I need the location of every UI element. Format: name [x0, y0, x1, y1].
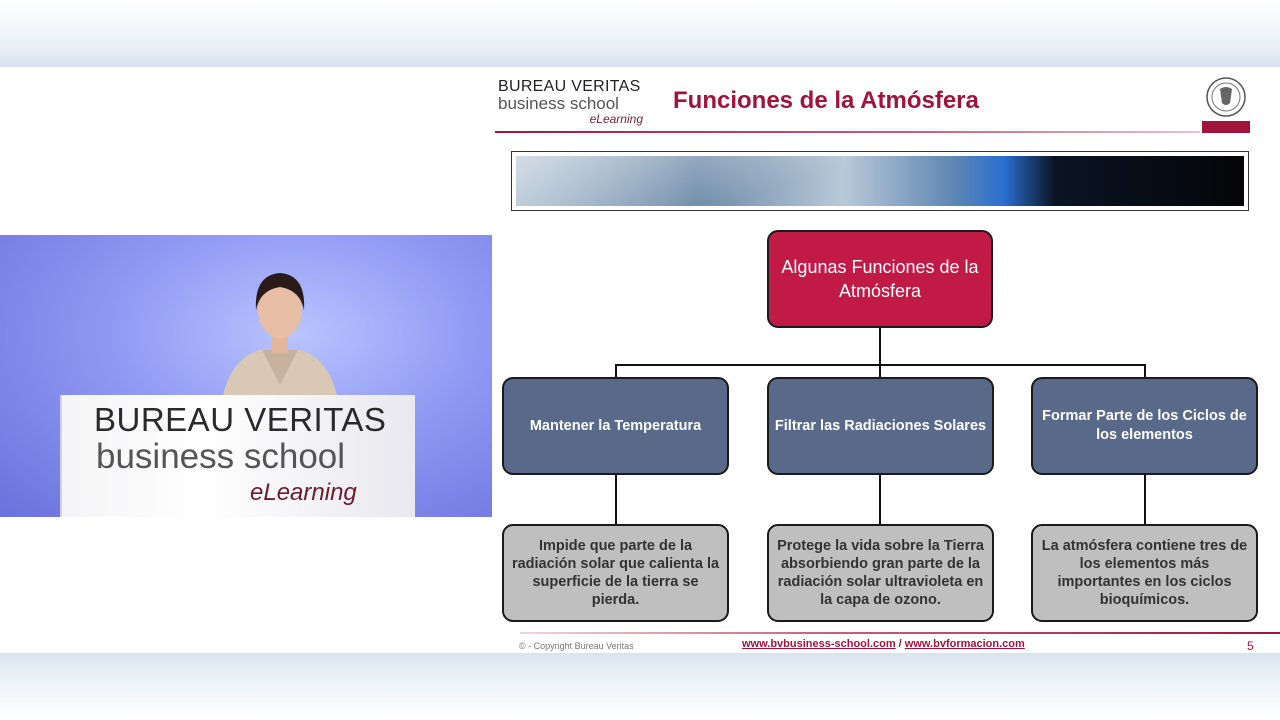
copyright-text: © - Copyright Bureau Veritas: [519, 641, 634, 651]
connector-leaf-3: [1144, 475, 1146, 524]
bottom-frame-band: [0, 653, 1280, 720]
connector-branch-3: [1144, 364, 1146, 377]
footer-links: [742, 638, 1025, 650]
bureau-veritas-seal-icon: [1200, 75, 1252, 135]
branch-node-temperature: Mantener la Temperatura: [502, 377, 729, 475]
page-number: 5: [1247, 639, 1254, 653]
connector-branch-1: [615, 364, 617, 377]
presenter-video[interactable]: [0, 235, 492, 517]
podium-brand-line1: BUREAU VERITAS: [94, 401, 387, 438]
brand-line2: business school: [498, 94, 619, 113]
connector-root-down: [879, 328, 881, 365]
atmosphere-banner-image: [516, 156, 1244, 206]
root-node: Algunas Funciones de la Atmósfera: [767, 230, 993, 328]
footer-divider: [520, 632, 1280, 634]
brand-logo: [498, 78, 643, 126]
connector-leaf-1: [615, 475, 617, 524]
slide-title: Funciones de la Atmósfera: [673, 87, 979, 114]
branch-node-radiation: Filtrar las Radiaciones Solares: [767, 377, 994, 475]
podium-brand-line2: business school: [96, 437, 346, 476]
header-divider: [495, 131, 1200, 133]
link-bvformacion[interactable]: www.bvformacion.com: [904, 638, 1025, 650]
podium-brand-line3: eLearning: [250, 479, 357, 506]
detail-node-temperature: Impide que parte de la radiación solar que calienta la superficie de la tierra se pierda.: [502, 524, 729, 622]
link-bvbusiness-school[interactable]: www.bvbusiness-school.com: [742, 638, 896, 650]
link-separator: /: [895, 638, 905, 650]
detail-node-radiation: Protege la vida sobre la Tierra absorbiendo gran parte de la radiación solar ultravioleta en la capa de ozono.: [767, 524, 994, 622]
connector-branch-2: [879, 364, 881, 377]
branch-node-cycles: Formar Parte de los Ciclos de los elementos: [1031, 377, 1258, 475]
top-frame-band: [0, 0, 1280, 67]
brand-line3: eLearning: [589, 112, 643, 126]
atmosphere-banner: [511, 151, 1249, 211]
podium: [60, 395, 415, 517]
brand-line1: BUREAU VERITAS: [498, 78, 641, 95]
connector-leaf-2: [879, 475, 881, 524]
detail-node-cycles: La atmósfera contiene tres de los elementos más importantes en los ciclos bioquímicos.: [1031, 524, 1258, 622]
